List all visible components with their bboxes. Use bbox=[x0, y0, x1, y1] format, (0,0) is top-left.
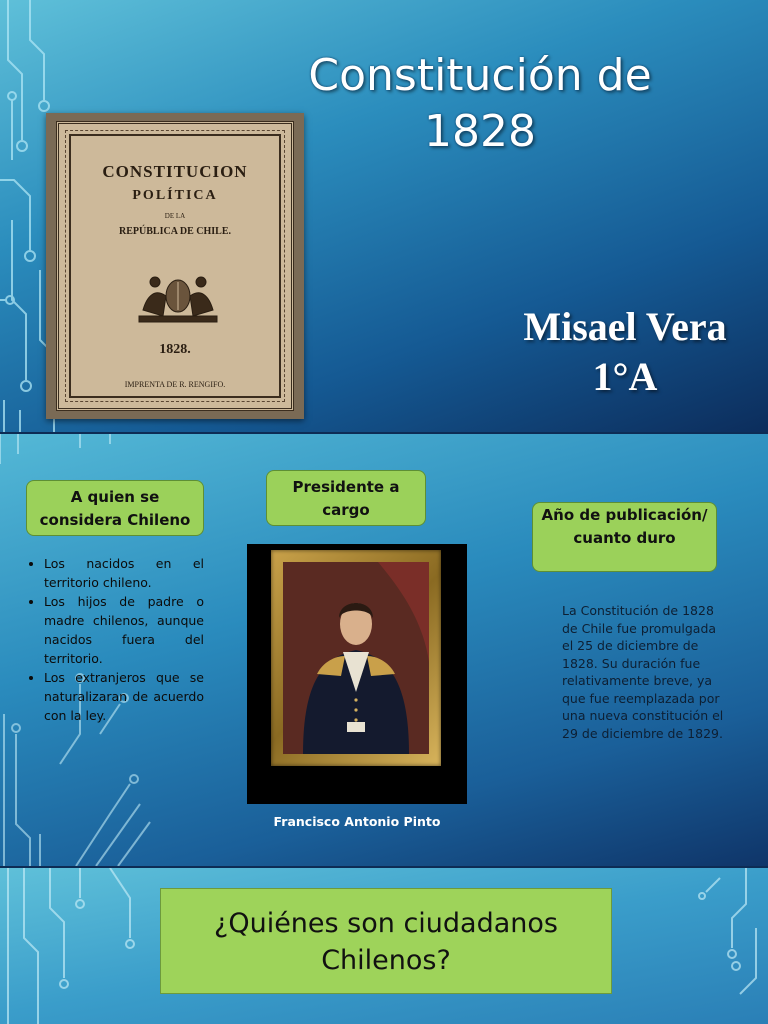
publication-year-heading: Año de publicación/ cuanto duro bbox=[532, 502, 717, 572]
portrait-figure bbox=[283, 562, 429, 754]
question-slide bbox=[0, 868, 768, 1024]
book-imprint: IMPRENTA DE R. RENGIFO. bbox=[124, 380, 226, 389]
president-portrait-image bbox=[247, 544, 467, 804]
author-name: Misael Vera bbox=[523, 304, 727, 349]
citizens-question-heading: ¿Quiénes son ciudadanos Chilenos? bbox=[160, 888, 612, 994]
portrait-caption: Francisco Antonio Pinto bbox=[273, 814, 441, 829]
author-block bbox=[470, 302, 768, 402]
title-slide bbox=[0, 0, 768, 432]
book-line-politica: POLÍTICA bbox=[132, 188, 218, 203]
coat-of-arms-icon bbox=[133, 266, 223, 326]
list-item: • Los hijos de padre o madre chilenos, aunque nacidos fuera del territorio. bbox=[44, 592, 204, 668]
chilean-criteria-list bbox=[22, 554, 204, 725]
book-year: 1828. bbox=[159, 342, 191, 357]
who-is-chilean-heading: A quien se considera Chileno bbox=[26, 480, 204, 536]
publication-info-text: La Constitución de 1828 de Chile fue promulgada el 25 de diciembre de 1828. Su duración fue relativamente breve, ya que fue reemplazada por una nueva constitución el 29 de diciembre de 1829. bbox=[562, 603, 724, 741]
president-heading: Presidente a cargo bbox=[266, 470, 426, 526]
book-line-constitucion: CONSTITUCION bbox=[102, 162, 248, 181]
slide-title: Constitución de 1828 bbox=[308, 50, 652, 157]
book-line-republica: REPÚBLICA DE CHILE. bbox=[119, 226, 231, 237]
author-grade: 1°A bbox=[592, 354, 658, 399]
list-item: • Los extranjeros que se naturalizaran de acuerdo con la ley. bbox=[44, 668, 204, 725]
info-slide bbox=[0, 434, 768, 866]
list-item: • Los nacidos en el territorio chileno. bbox=[44, 554, 204, 592]
book-line-de-la: DE LA bbox=[164, 212, 186, 220]
